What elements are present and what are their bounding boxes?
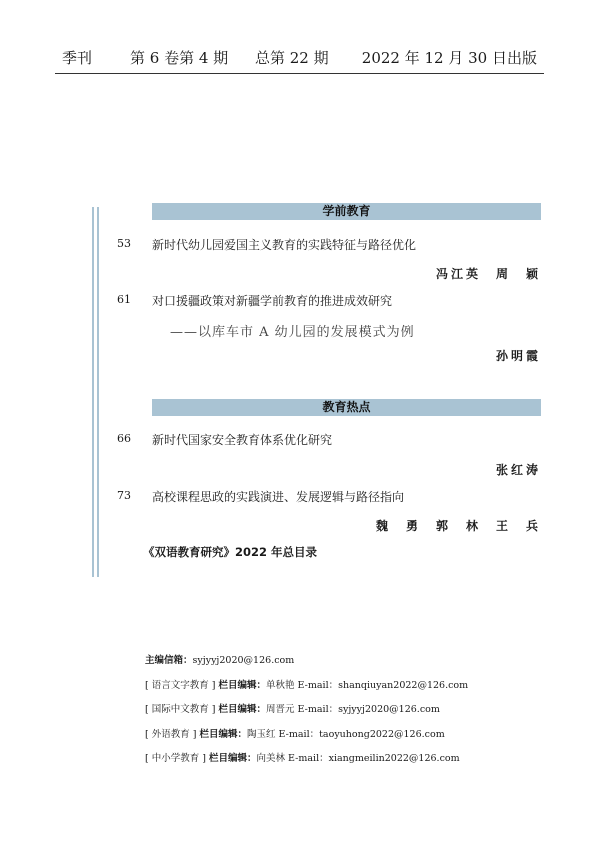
chief-editor-line (145, 652, 468, 677)
column-editor-label: 栏目编辑： (208, 753, 257, 764)
editor-email[interactable]: E-mail：taoyuhong2022@126.com (278, 728, 445, 740)
column-editor-label: 栏目编辑： (218, 704, 266, 715)
quarterly-label: 季刊 (62, 49, 93, 67)
section-heading: 学前教育 (152, 203, 541, 220)
page-number: 73 (117, 489, 131, 502)
article-authors: 冯江英 周 颖 (435, 267, 541, 281)
article-title[interactable]: 新时代国家安全教育体系优化研究 (152, 433, 333, 447)
editor-name: 陶玉红 (247, 728, 276, 740)
section-heading: 教育热点 (152, 399, 541, 416)
editor-contacts (145, 652, 468, 775)
article-authors: 魏 勇 郭 林 王 兵 (375, 519, 541, 533)
editor-name: 单秋艳 (266, 679, 295, 691)
editor-name: 周晋元 (266, 704, 295, 715)
column-editor-line (145, 701, 468, 726)
editor-email[interactable]: E-mail：xiangmeilin2022@126.com (288, 753, 460, 764)
article-title[interactable]: 高校课程思政的实践演进、发展逻辑与路径指向 (152, 490, 405, 504)
column-editor-line (145, 677, 468, 702)
column-name: [ 中小学教育 ] (145, 753, 206, 764)
volume-issue: 第 6 卷第 4 期 (130, 49, 229, 67)
column-name: [ 外语教育 ] (145, 728, 197, 740)
article-subtitle: ——以库车市 A 幼儿园的发展模式为例 (170, 325, 415, 340)
column-editor-line (145, 726, 468, 751)
publication-date: 2022 年 12 月 30 日出版 (361, 49, 537, 67)
editor-name: 向美林 (256, 753, 286, 764)
header-rule (55, 73, 544, 74)
page-number: 61 (117, 293, 131, 306)
decorative-bar (92, 207, 94, 577)
total-issue: 总第 22 期 (255, 49, 329, 67)
decorative-bar (97, 207, 99, 577)
column-editor-label: 栏目编辑： (218, 679, 266, 691)
article-title[interactable]: 对口援疆政策对新疆学前教育的推进成效研究 (152, 294, 393, 308)
column-name: [ 语言文字教育 ] (145, 679, 216, 691)
chief-editor-email[interactable]: syjyyj2020@126.com (192, 655, 295, 666)
annual-index-link[interactable]: 《双语教育研究》2022 年总目录 (143, 545, 318, 559)
issue-header (62, 47, 537, 69)
column-editor-line (145, 750, 468, 775)
column-editor-label: 栏目编辑： (199, 728, 247, 740)
page-number: 66 (117, 432, 131, 445)
chief-editor-label: 主编信箱： (145, 655, 193, 666)
article-authors: 张红涛 (495, 463, 541, 477)
article-authors: 孙明霞 (495, 349, 541, 363)
page-number: 53 (117, 237, 131, 250)
article-title[interactable]: 新时代幼儿园爱国主义教育的实践特征与路径优化 (152, 238, 417, 252)
editor-email[interactable]: E-mail：syjyyj2020@126.com (297, 704, 440, 715)
column-name: [ 国际中文教育 ] (145, 704, 216, 715)
editor-email[interactable]: E-mail：shanqiuyan2022@126.com (297, 679, 469, 691)
